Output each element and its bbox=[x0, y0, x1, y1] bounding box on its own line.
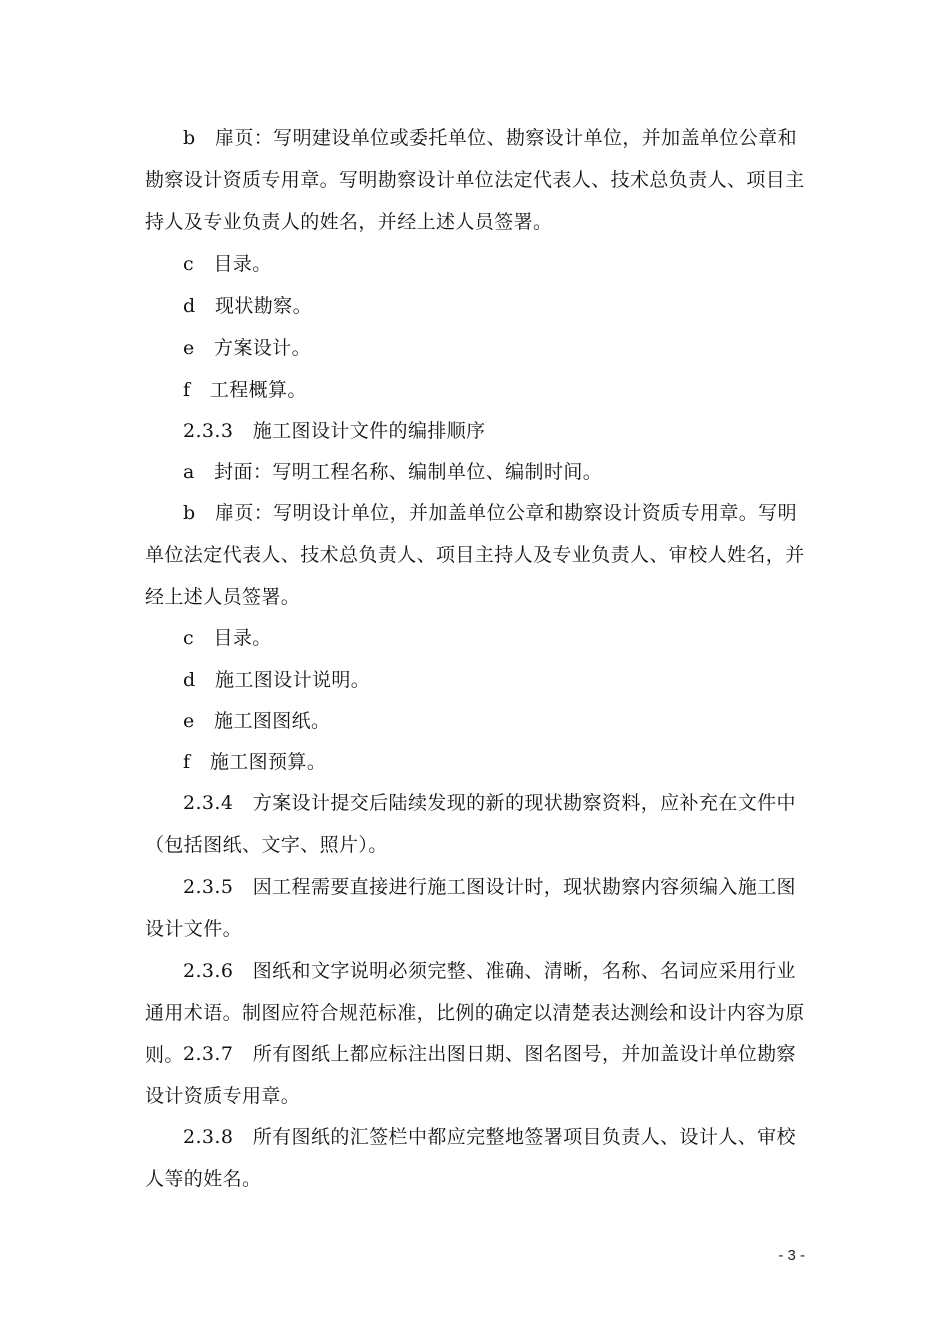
page-number: - 3 - bbox=[778, 1247, 805, 1264]
paragraph-e-scheme-design: e 方案设计。 bbox=[183, 337, 312, 359]
section-2-3-4: 2.3.4 方案设计提交后陆续发现的新的现状勘察资料，应补充在文件中（包括图纸、文字、照片）。 bbox=[145, 792, 796, 856]
section-2-3-7: 2.3.7 所有图纸上都应标注出图日期、图名图号，并加盖设计单位勘察设计资质专用章。 bbox=[145, 1043, 796, 1107]
paragraph-f-budget: f 施工图预算。 bbox=[183, 751, 327, 773]
paragraph-b-title-page: b 扉页：写明建设单位或委托单位、勘察设计单位，并加盖单位公章和勘察设计资质专用章。写明勘察设计单位法定代表人、技术总负责人、项目主持人及专业负责人的姓名，并经上述人员签署。 bbox=[145, 127, 805, 233]
paragraph-f-estimate: f 工程概算。 bbox=[183, 379, 307, 401]
paragraph-a-cover: a 封面：写明工程名称、编制单位、编制时间。 bbox=[183, 461, 603, 483]
section-2-3-8: 2.3.8 所有图纸的汇签栏中都应完整地签署项目负责人、设计人、审校人等的姓名。 bbox=[145, 1126, 796, 1190]
paragraph-b-title-page-construction: b 扉页：写明设计单位，并加盖单位公章和勘察设计资质专用章。写明单位法定代表人、技术总负责人、项目主持人及专业负责人、审校人姓名，并经上述人员签署。 bbox=[145, 502, 805, 608]
paragraph-c-contents: c 目录。 bbox=[183, 253, 272, 275]
paragraph-c-contents-construction: c 目录。 bbox=[183, 627, 272, 649]
section-2-3-3-heading: 2.3.3 施工图设计文件的编排顺序 bbox=[183, 420, 486, 442]
paragraph-d-drawing-notes: d 施工图设计说明。 bbox=[183, 669, 371, 691]
paragraph-e-drawings: e 施工图图纸。 bbox=[183, 710, 331, 732]
paragraph-d-survey: d 现状勘察。 bbox=[183, 295, 312, 317]
section-2-3-5: 2.3.5 因工程需要直接进行施工图设计时，现状勘察内容须编入施工图设计文件。 bbox=[145, 876, 796, 940]
section-2-3-6: 2.3.6 图纸和文字说明必须完整、准确、清晰，名称、名词应采用行业通用术语。制图应符合规范标准，比例的确定以清楚表达测绘和设计内容为原则。 bbox=[145, 960, 805, 1066]
